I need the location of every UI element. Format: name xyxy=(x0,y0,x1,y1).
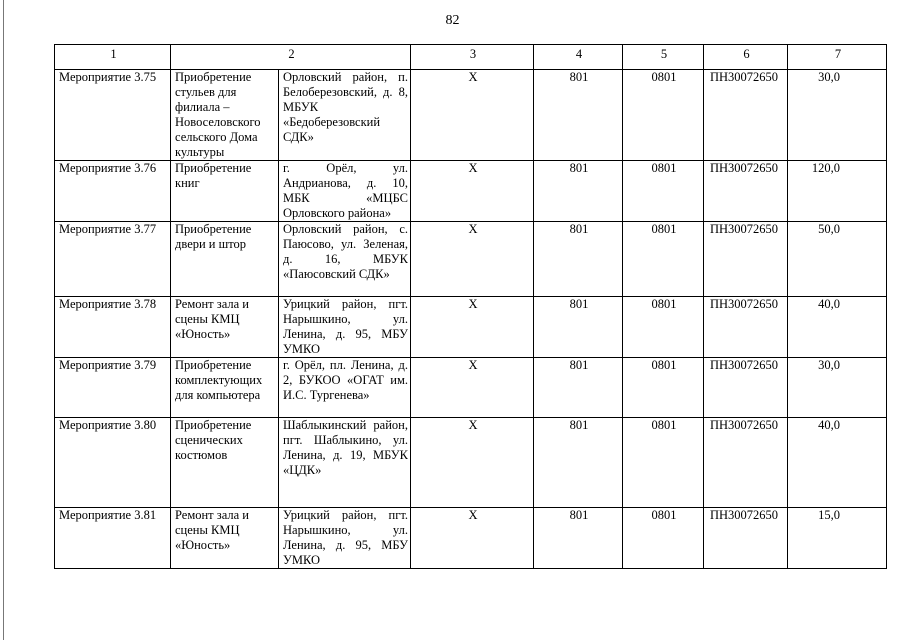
table-row xyxy=(55,222,887,297)
description-cell: Ремонт зала и сцены КМЦ «Юность» xyxy=(171,297,279,358)
address-cell: Урицкий район, пгт. Нарышкино, ул. Ленина, д. 95, МБУ УМКО xyxy=(279,508,411,569)
header-row xyxy=(55,45,887,70)
event-cell: Мероприятие 3.77 xyxy=(55,222,171,297)
col7-cell: 30,0 xyxy=(788,70,887,161)
col3-cell: Х xyxy=(411,222,534,297)
table-row xyxy=(55,508,887,569)
description-cell: Приобретение книг xyxy=(171,161,279,222)
col7-cell: 40,0 xyxy=(788,297,887,358)
col7-cell: 120,0 xyxy=(788,161,887,222)
col4-cell: 801 xyxy=(534,70,623,161)
address-cell: г. Орёл, пл. Ленина, д. 2, БУКОО «ОГАТ им. И.С. Тургенева» xyxy=(279,358,411,418)
description-cell: Приобретение комплектующих для компьютера xyxy=(171,358,279,418)
table-row xyxy=(55,70,887,161)
header-col-2: 2 xyxy=(171,45,411,70)
table-row xyxy=(55,358,887,418)
header-col-4: 4 xyxy=(534,45,623,70)
event-cell: Мероприятие 3.76 xyxy=(55,161,171,222)
description-cell: Приобретение двери и штор xyxy=(171,222,279,297)
col5-cell: 0801 xyxy=(623,358,704,418)
col6-cell: ПН30072650 xyxy=(704,222,788,297)
col6-cell: ПН30072650 xyxy=(704,358,788,418)
event-cell: Мероприятие 3.75 xyxy=(55,70,171,161)
header-col-6: 6 xyxy=(704,45,788,70)
col7-cell: 50,0 xyxy=(788,222,887,297)
col6-cell: ПН30072650 xyxy=(704,161,788,222)
col4-cell: 801 xyxy=(534,358,623,418)
description-cell: Ремонт зала и сцены КМЦ «Юность» xyxy=(171,508,279,569)
col4-cell: 801 xyxy=(534,508,623,569)
events-table xyxy=(54,44,887,569)
address-cell: г. Орёл, ул. Андрианова, д. 10, МБК «МЦБС Орловского района» xyxy=(279,161,411,222)
address-cell: Орловский район, п. Белоберезовский, д. 8, МБУК «Бедоберезовский СДК» xyxy=(279,70,411,161)
header-col-5: 5 xyxy=(623,45,704,70)
col6-cell: ПН30072650 xyxy=(704,508,788,569)
event-cell: Мероприятие 3.81 xyxy=(55,508,171,569)
event-cell: Мероприятие 3.78 xyxy=(55,297,171,358)
col5-cell: 0801 xyxy=(623,297,704,358)
col5-cell: 0801 xyxy=(623,70,704,161)
col6-cell: ПН30072650 xyxy=(704,418,788,508)
col7-cell: 40,0 xyxy=(788,418,887,508)
col7-cell: 30,0 xyxy=(788,358,887,418)
col3-cell: Х xyxy=(411,358,534,418)
page-number: 82 xyxy=(445,13,460,28)
col4-cell: 801 xyxy=(534,418,623,508)
col5-cell: 0801 xyxy=(623,222,704,297)
address-cell: Шаблыкинский район, пгт. Шаблыкино, ул. Ленина, д. 19, МБУК «ЦДК» xyxy=(279,418,411,508)
address-cell: Урицкий район, пгт. Нарышкино, ул. Ленина, д. 95, МБУ УМКО xyxy=(279,297,411,358)
scan-left-edge xyxy=(3,0,4,640)
table-row xyxy=(55,418,887,508)
col3-cell: Х xyxy=(411,508,534,569)
description-cell: Приобретение стульев для филиала – Новоселовского сельского Дома культуры xyxy=(171,70,279,161)
col6-cell: ПН30072650 xyxy=(704,70,788,161)
col3-cell: Х xyxy=(411,161,534,222)
col6-cell: ПН30072650 xyxy=(704,297,788,358)
event-cell: Мероприятие 3.79 xyxy=(55,358,171,418)
table-row xyxy=(55,297,887,358)
col5-cell: 0801 xyxy=(623,508,704,569)
description-cell: Приобретение сценических костюмов xyxy=(171,418,279,508)
col5-cell: 0801 xyxy=(623,161,704,222)
col5-cell: 0801 xyxy=(623,418,704,508)
header-col-7: 7 xyxy=(788,45,887,70)
table-row xyxy=(55,161,887,222)
col3-cell: Х xyxy=(411,70,534,161)
col4-cell: 801 xyxy=(534,161,623,222)
address-cell: Орловский район, с. Паюсово, ул. Зеленая, д. 16, МБУК «Паюсовский СДК» xyxy=(279,222,411,297)
col4-cell: 801 xyxy=(534,222,623,297)
header-col-1: 1 xyxy=(55,45,171,70)
event-cell: Мероприятие 3.80 xyxy=(55,418,171,508)
col3-cell: Х xyxy=(411,297,534,358)
header-col-3: 3 xyxy=(411,45,534,70)
col7-cell: 15,0 xyxy=(788,508,887,569)
col3-cell: Х xyxy=(411,418,534,508)
col4-cell: 801 xyxy=(534,297,623,358)
